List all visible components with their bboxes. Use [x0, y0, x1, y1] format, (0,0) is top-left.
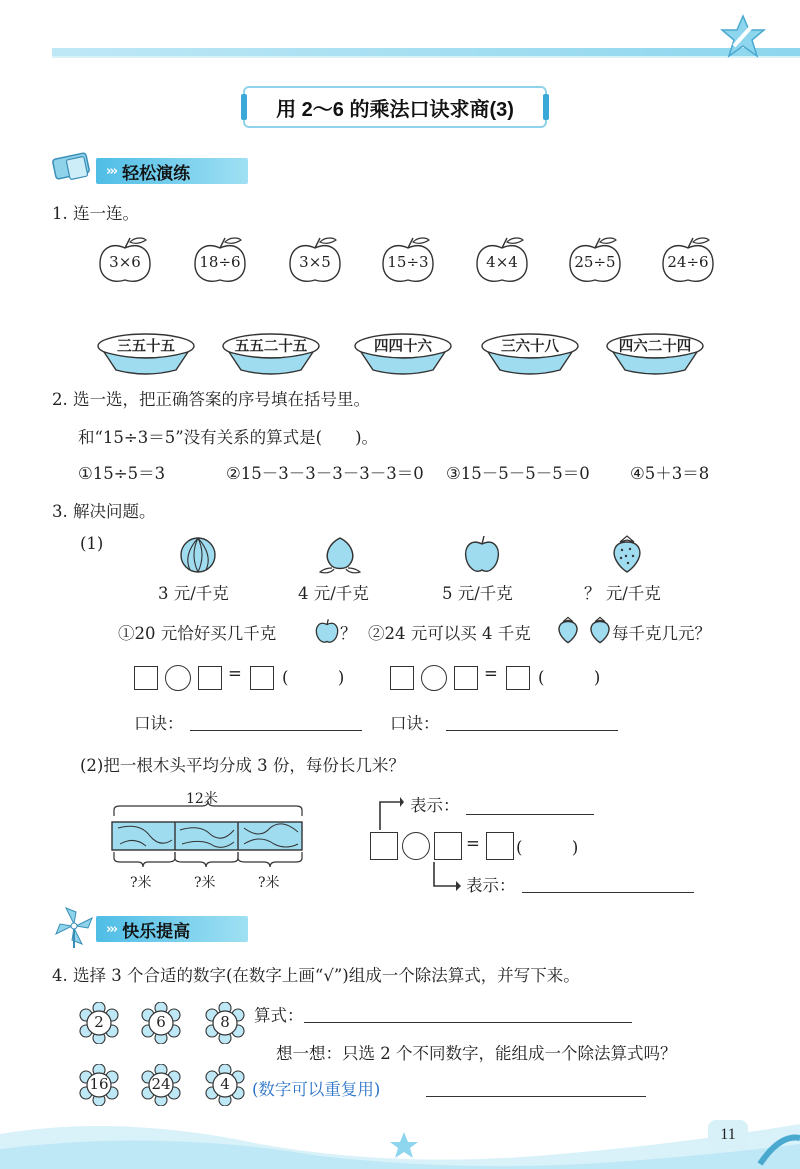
apple-expression: 24÷6: [667, 253, 709, 271]
answer-box[interactable]: [250, 666, 274, 690]
apple-expression: 4×4: [486, 253, 518, 271]
apple-card[interactable]: [659, 236, 717, 286]
wood-part-label: ?米: [258, 875, 280, 891]
apple-expression: 3×5: [299, 253, 331, 271]
apple-card[interactable]: [286, 236, 344, 286]
number-flower[interactable]: [78, 1002, 120, 1044]
apple-expression: 15÷3: [387, 253, 429, 271]
operator-circle[interactable]: [165, 665, 191, 691]
equals-sign: =: [228, 664, 242, 683]
think-text: 想一想：只选 2 个不同数字，能组成一个除法算式吗？: [276, 1044, 677, 1063]
section-tag-label: 快乐提高: [122, 921, 191, 942]
section-tag-advanced: [96, 916, 248, 942]
biaoshi-line[interactable]: [522, 892, 694, 893]
unit-paren[interactable]: ( ): [282, 668, 345, 687]
unit-paren[interactable]: ( ): [538, 668, 601, 687]
question-3-text: 3. 解决问题。: [52, 502, 156, 521]
header-band-line: [52, 56, 800, 58]
apple-expression: 3×6: [109, 253, 141, 271]
ask-1-mark: ？: [340, 624, 357, 643]
koujue-label: 口诀：: [134, 714, 184, 733]
title-frame: [243, 86, 547, 128]
operator-circle[interactable]: [402, 832, 430, 860]
bowl-card[interactable]: [480, 330, 580, 378]
bowl-card[interactable]: [605, 330, 705, 378]
bowl-card[interactable]: [221, 330, 321, 378]
answer-box[interactable]: [198, 666, 222, 690]
price-apple: 5 元/千克: [442, 584, 513, 603]
biaoshi-line[interactable]: [466, 814, 594, 815]
section-tag-label: 轻松演练: [122, 163, 191, 184]
number-flower[interactable]: [78, 1064, 120, 1106]
price-peach: 4 元/千克: [298, 584, 369, 603]
question-2-sub: 和“15÷3＝5”没有关系的算式是( )。: [78, 428, 379, 447]
strawberry-icon: [588, 616, 612, 644]
ask-1-text: ①20 元恰好买几千克: [118, 624, 277, 643]
number-flower[interactable]: [204, 1064, 246, 1106]
option-3[interactable]: ③15－5－5－5＝0: [446, 464, 590, 483]
apple-card[interactable]: [191, 236, 249, 286]
apple-expression: 18÷6: [199, 253, 241, 271]
apple-fruit-icon: [314, 618, 340, 644]
apple-card[interactable]: [379, 236, 437, 286]
bottom-wave-decoration: [0, 1104, 800, 1169]
apple-card[interactable]: [96, 236, 154, 286]
pinwheel-icon: [52, 904, 96, 948]
bowl-rhyme: 三六十八: [501, 338, 559, 355]
biaoshi-label: 表示：: [466, 876, 516, 895]
suanshi-line[interactable]: [304, 1022, 632, 1023]
unit-paren[interactable]: ( ): [516, 838, 579, 857]
page-number: 11: [708, 1120, 748, 1150]
ask-2-rest: 每千克几元？: [612, 624, 711, 643]
peach-icon: [318, 532, 362, 574]
page-title: 用 2～6 的乘法口诀求商(3): [276, 98, 514, 121]
koujue-label: 口诀：: [390, 714, 440, 733]
bowl-card[interactable]: [96, 330, 196, 378]
bowl-rhyme: 三五十五: [117, 338, 175, 355]
answer-box[interactable]: [506, 666, 530, 690]
flower-number: 2: [94, 1013, 104, 1031]
price-strawberry: ？ 元/千克: [584, 584, 661, 603]
pencil-star-icon: [716, 14, 770, 60]
think-answer-line[interactable]: [426, 1096, 646, 1097]
answer-box[interactable]: [486, 832, 514, 860]
option-1[interactable]: ①15÷5＝3: [78, 464, 166, 483]
wood-diagram: [110, 800, 306, 870]
answer-box[interactable]: [134, 666, 158, 690]
arrows-icon: ›››: [106, 921, 117, 937]
header-band: [52, 48, 800, 56]
number-flower[interactable]: [204, 1002, 246, 1044]
answer-box[interactable]: [370, 832, 398, 860]
apple-expression: 25÷5: [574, 253, 616, 271]
question-1-text: 1. 连一连。: [52, 204, 139, 223]
flower-number: 24: [151, 1075, 171, 1093]
part-1-label: (1): [80, 534, 104, 553]
bowl-rhyme: 四四十六: [374, 338, 432, 355]
arrow-up-bracket-icon: [374, 792, 404, 832]
apple-card[interactable]: [473, 236, 531, 286]
flower-number: 4: [220, 1075, 230, 1093]
arrow-down-bracket-icon: [428, 860, 462, 894]
flower-number: 16: [89, 1075, 109, 1093]
eraser-icon: [48, 148, 98, 188]
option-4[interactable]: ④5＋3＝8: [630, 464, 710, 483]
koujue-line[interactable]: [446, 730, 618, 731]
suanshi-label: 算式：: [254, 1006, 304, 1025]
operator-circle[interactable]: [421, 665, 447, 691]
equals-sign: =: [466, 834, 480, 853]
koujue-line[interactable]: [190, 730, 362, 731]
equals-sign: =: [484, 664, 498, 683]
answer-box[interactable]: [390, 666, 414, 690]
flower-number: 6: [156, 1013, 166, 1031]
arrows-icon: ›››: [106, 163, 117, 179]
bowl-card[interactable]: [353, 330, 453, 378]
number-flower[interactable]: [140, 1064, 182, 1106]
answer-box[interactable]: [434, 832, 462, 860]
flower-number: 8: [220, 1013, 230, 1031]
strawberry-icon: [556, 616, 580, 644]
biaoshi-label: 表示：: [410, 796, 460, 815]
wood-total-label: 12米: [186, 791, 218, 807]
apple-card[interactable]: [566, 236, 624, 286]
wood-part-label: ?米: [194, 875, 216, 891]
bowl-rhyme: 五五二十五: [234, 338, 308, 355]
number-flower[interactable]: [140, 1002, 182, 1044]
answer-box[interactable]: [454, 666, 478, 690]
section-tag-practice: [96, 158, 248, 184]
question-2-text: 2. 选一选，把正确答案的序号填在括号里。: [52, 390, 370, 409]
question-4-text: 4. 选择 3 个合适的数字(在数字上画“√”)组成一个除法算式，并写下来。: [52, 966, 580, 985]
strawberry-icon: [610, 534, 644, 574]
option-2[interactable]: ②15－3－3－3－3－3＝0: [226, 464, 424, 483]
part-2-text: (2)把一根木头平均分成 3 份，每份长几米？: [80, 756, 405, 775]
hint-text: (数字可以重复用): [252, 1080, 381, 1099]
watermelon-icon: [178, 534, 218, 574]
bowl-rhyme: 四六二十四: [618, 338, 692, 355]
price-watermelon: 3 元/千克: [158, 584, 229, 603]
ask-2-text: ②24 元可以买 4 千克: [368, 624, 531, 643]
apple-fruit-icon: [462, 534, 502, 574]
wood-part-label: ?米: [130, 875, 152, 891]
